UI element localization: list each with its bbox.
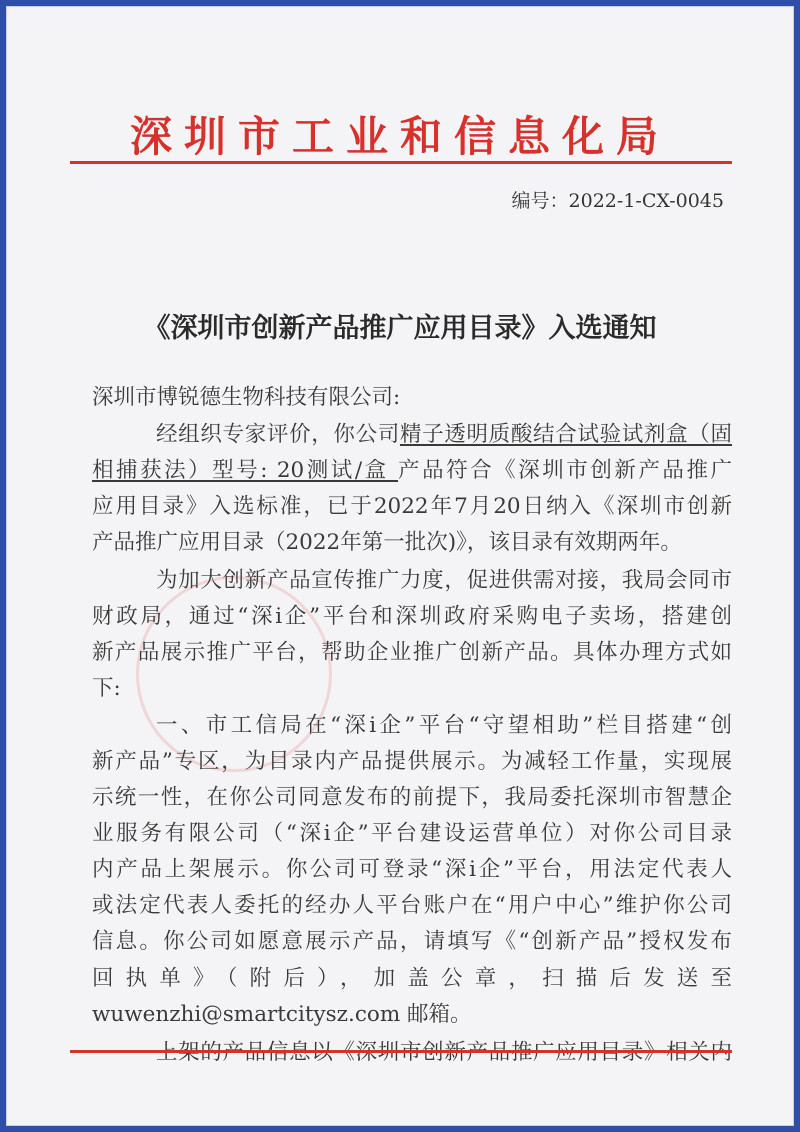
footer-divider (70, 1050, 732, 1053)
text-segment: 财政局，通过“深i企”平台和深圳政府采购电子卖场，搭建创 (92, 604, 732, 629)
text-segment: 信息。你公司如愿意展示产品，请填写《“创新产品”授权发布 (92, 929, 732, 954)
body-line (92, 816, 732, 847)
text-segment: 产品推广应用目录（2022年第一批次)》，该目录有效期两年。 (92, 530, 682, 555)
text-segment: 内产品上架展示。你公司可登录“深i企”平台，用法定代表人 (92, 857, 732, 882)
body-line (92, 489, 732, 520)
body-line (92, 453, 732, 484)
text-segment: wuwenzhi@smartcitysz.com 邮箱。 (92, 1002, 472, 1027)
text-segment: 业服务有限公司（“深i企”平台建设运营单位）对你公司目录 (92, 821, 732, 846)
text-segment: 回执单》（附后），加盖公章，扫描后发送至 (92, 966, 732, 991)
body-line (92, 671, 732, 702)
body-line (92, 744, 732, 775)
header-divider (70, 161, 732, 164)
text-segment: 一、市工信局在“深i企”平台“守望相助”栏目搭建“创 (156, 713, 732, 738)
body-line (92, 599, 732, 630)
document-page (6, 6, 794, 1126)
text-segment: 深圳市博锐德生物科技有限公司: (92, 385, 401, 410)
body-line (92, 380, 732, 411)
text-segment: 示统一性，在你公司同意发布的前提下，我局委托深圳市智慧企 (92, 785, 732, 810)
body-line (92, 924, 732, 955)
body-line (92, 997, 732, 1028)
body-line (156, 563, 732, 594)
body-line (92, 961, 732, 992)
text-segment: 或法定代表人委托的经办人平台账户在“用户中心”维护你公司 (92, 893, 732, 918)
body-line (156, 708, 732, 739)
text-segment: 产品符合《深圳市创新产品推广 (398, 458, 732, 483)
body-line (92, 780, 732, 811)
body-line (92, 525, 732, 556)
text-segment: 经组织专家评价，你公司 (156, 422, 400, 447)
body-line (156, 417, 732, 448)
text-segment: 为加大创新产品宣传推广力度，促进供需对接，我局会同市 (156, 568, 732, 593)
underlined-product-name: 相捕获法）型号: 20测试/盒 (92, 458, 399, 483)
text-segment: 应用目录》入选标准，已于2022年7月20日纳入《深圳市创新 (92, 494, 732, 519)
text-segment: 新产品”专区，为目录内产品提供展示。为减轻工作量，实现展 (92, 749, 732, 774)
agency-masthead: 深圳市工业和信息化局 (129, 112, 670, 161)
body-line (92, 888, 732, 919)
text-segment: 新产品展示推广平台，帮助企业推广创新产品。具体办理方式如 (92, 640, 732, 665)
notice-title: 《深圳市创新产品推广应用目录》入选通知 (143, 313, 657, 344)
body-line (92, 852, 732, 883)
body-line (92, 635, 732, 666)
text-segment: 下: (92, 676, 121, 701)
document-number: 编号：2022-1-CX-0045 (511, 190, 724, 212)
underlined-product-name: 精子透明质酸结合试验试剂盒（固 (399, 422, 732, 447)
